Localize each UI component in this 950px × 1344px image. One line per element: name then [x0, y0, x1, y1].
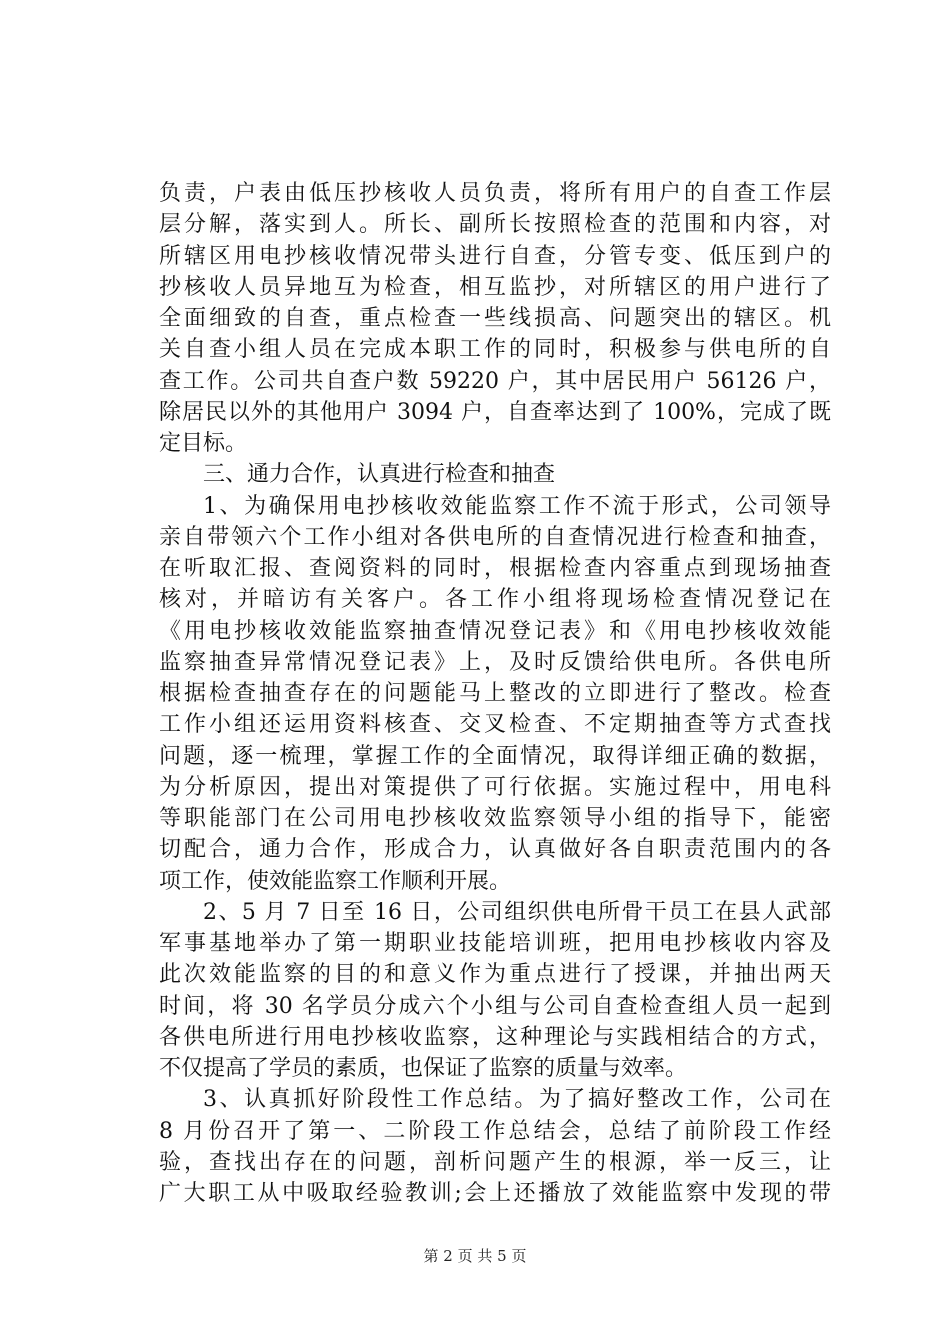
- text-line: 1、为确保用电抄核收效能监察工作不流于形式，公司领导: [203, 493, 831, 519]
- text-line: 监察抽查异常情况登记表》上，及时反馈给供电所。各供电所: [159, 649, 831, 675]
- text-line: 抄核收人员异地互为检查，相互监抄，对所辖区的用户进行了: [159, 274, 831, 300]
- text-line: 核对，并暗访有关客户。各工作小组将现场检查情况登记在: [159, 587, 831, 613]
- text-line: 查工作。公司共自查户数 59220 户，其中居民用户 56126 户，: [159, 368, 831, 394]
- text-line: 为分析原因，提出对策提供了可行依据。实施过程中，用电科: [159, 774, 831, 800]
- text-line: 根据检查抽查存在的问题能马上整改的立即进行了整改。检查: [159, 681, 831, 706]
- text-line: 3、认真抓好阶段性工作总结。为了搞好整改工作，公司在: [203, 1087, 831, 1113]
- text-line: 项工作，使效能监察工作顺利开展。: [159, 868, 512, 894]
- text-line: 时间，将 30 名学员分成六个小组与公司自查检查组人员一起到: [159, 993, 831, 1019]
- text-line: 《用电抄核收效能监察抽查情况登记表》和《用电抄核收效能: [159, 618, 831, 644]
- text-line: 2、5 月 7 日至 16 日，公司组织供电所骨干员工在县人武部: [203, 899, 831, 925]
- text-line: 层分解，落实到人。所长、副所长按照检查的范围和内容，对: [159, 212, 831, 238]
- text-line: 不仅提高了学员的素质，也保证了监察的质量与效率。: [159, 1056, 688, 1081]
- document-body: [159, 178, 831, 1209]
- page-number: 第 2 页 共 5 页: [423, 1247, 527, 1265]
- text-line: 定目标。: [159, 431, 248, 456]
- text-line: 切配合，通力合作，形成合力，认真做好各自职责范围内的各: [159, 837, 831, 863]
- section-heading: 三、通力合作，认真进行检查和抽查: [203, 462, 556, 488]
- text-line: 各供电所进行用电抄核收监察，这种理论与实践相结合的方式，: [159, 1024, 831, 1050]
- text-line: 问题，逐一梳理，掌握工作的全面情况，取得详细正确的数据，: [159, 743, 831, 769]
- text-line: 验，查找出存在的问题，剖析问题产生的根源，举一反三，让: [159, 1149, 831, 1175]
- text-line: 在听取汇报、查阅资料的同时，根据检查内容重点到现场抽查: [159, 556, 831, 581]
- text-line: 所辖区用电抄核收情况带头进行自查，分管专变、低压到户的: [159, 243, 831, 269]
- text-line: 等职能部门在公司用电抄核收效监察领导小组的指导下，能密: [159, 806, 831, 831]
- text-line: 全面细致的自查，重点检查一些线损高、问题突出的辖区。机: [159, 306, 831, 331]
- text-line: 负责，户表由低压抄核收人员负责，将所有用户的自查工作层: [159, 181, 831, 206]
- text-line: 此次效能监察的目的和意义作为重点进行了授课，并抽出两天: [159, 962, 831, 988]
- text-line: 广大职工从中吸取经验教训;会上还播放了效能监察中发现的带: [159, 1181, 831, 1206]
- text-line: 亲自带领六个工作小组对各供电所的自查情况进行检查和抽查，: [159, 524, 831, 550]
- text-line: 工作小组还运用资料核查、交叉检查、不定期抽查等方式查找: [159, 712, 831, 738]
- text-line: 关自查小组人员在完成本职工作的同时，积极参与供电所的自: [159, 337, 831, 363]
- text-line: 除居民以外的其他用户 3094 户，自查率达到了 100%，完成了既: [159, 399, 831, 425]
- text-line: 8 月份召开了第一、二阶段工作总结会，总结了前阶段工作经: [159, 1118, 831, 1144]
- text-line: 军事基地举办了第一期职业技能培训班，把用电抄核收内容及: [159, 931, 831, 956]
